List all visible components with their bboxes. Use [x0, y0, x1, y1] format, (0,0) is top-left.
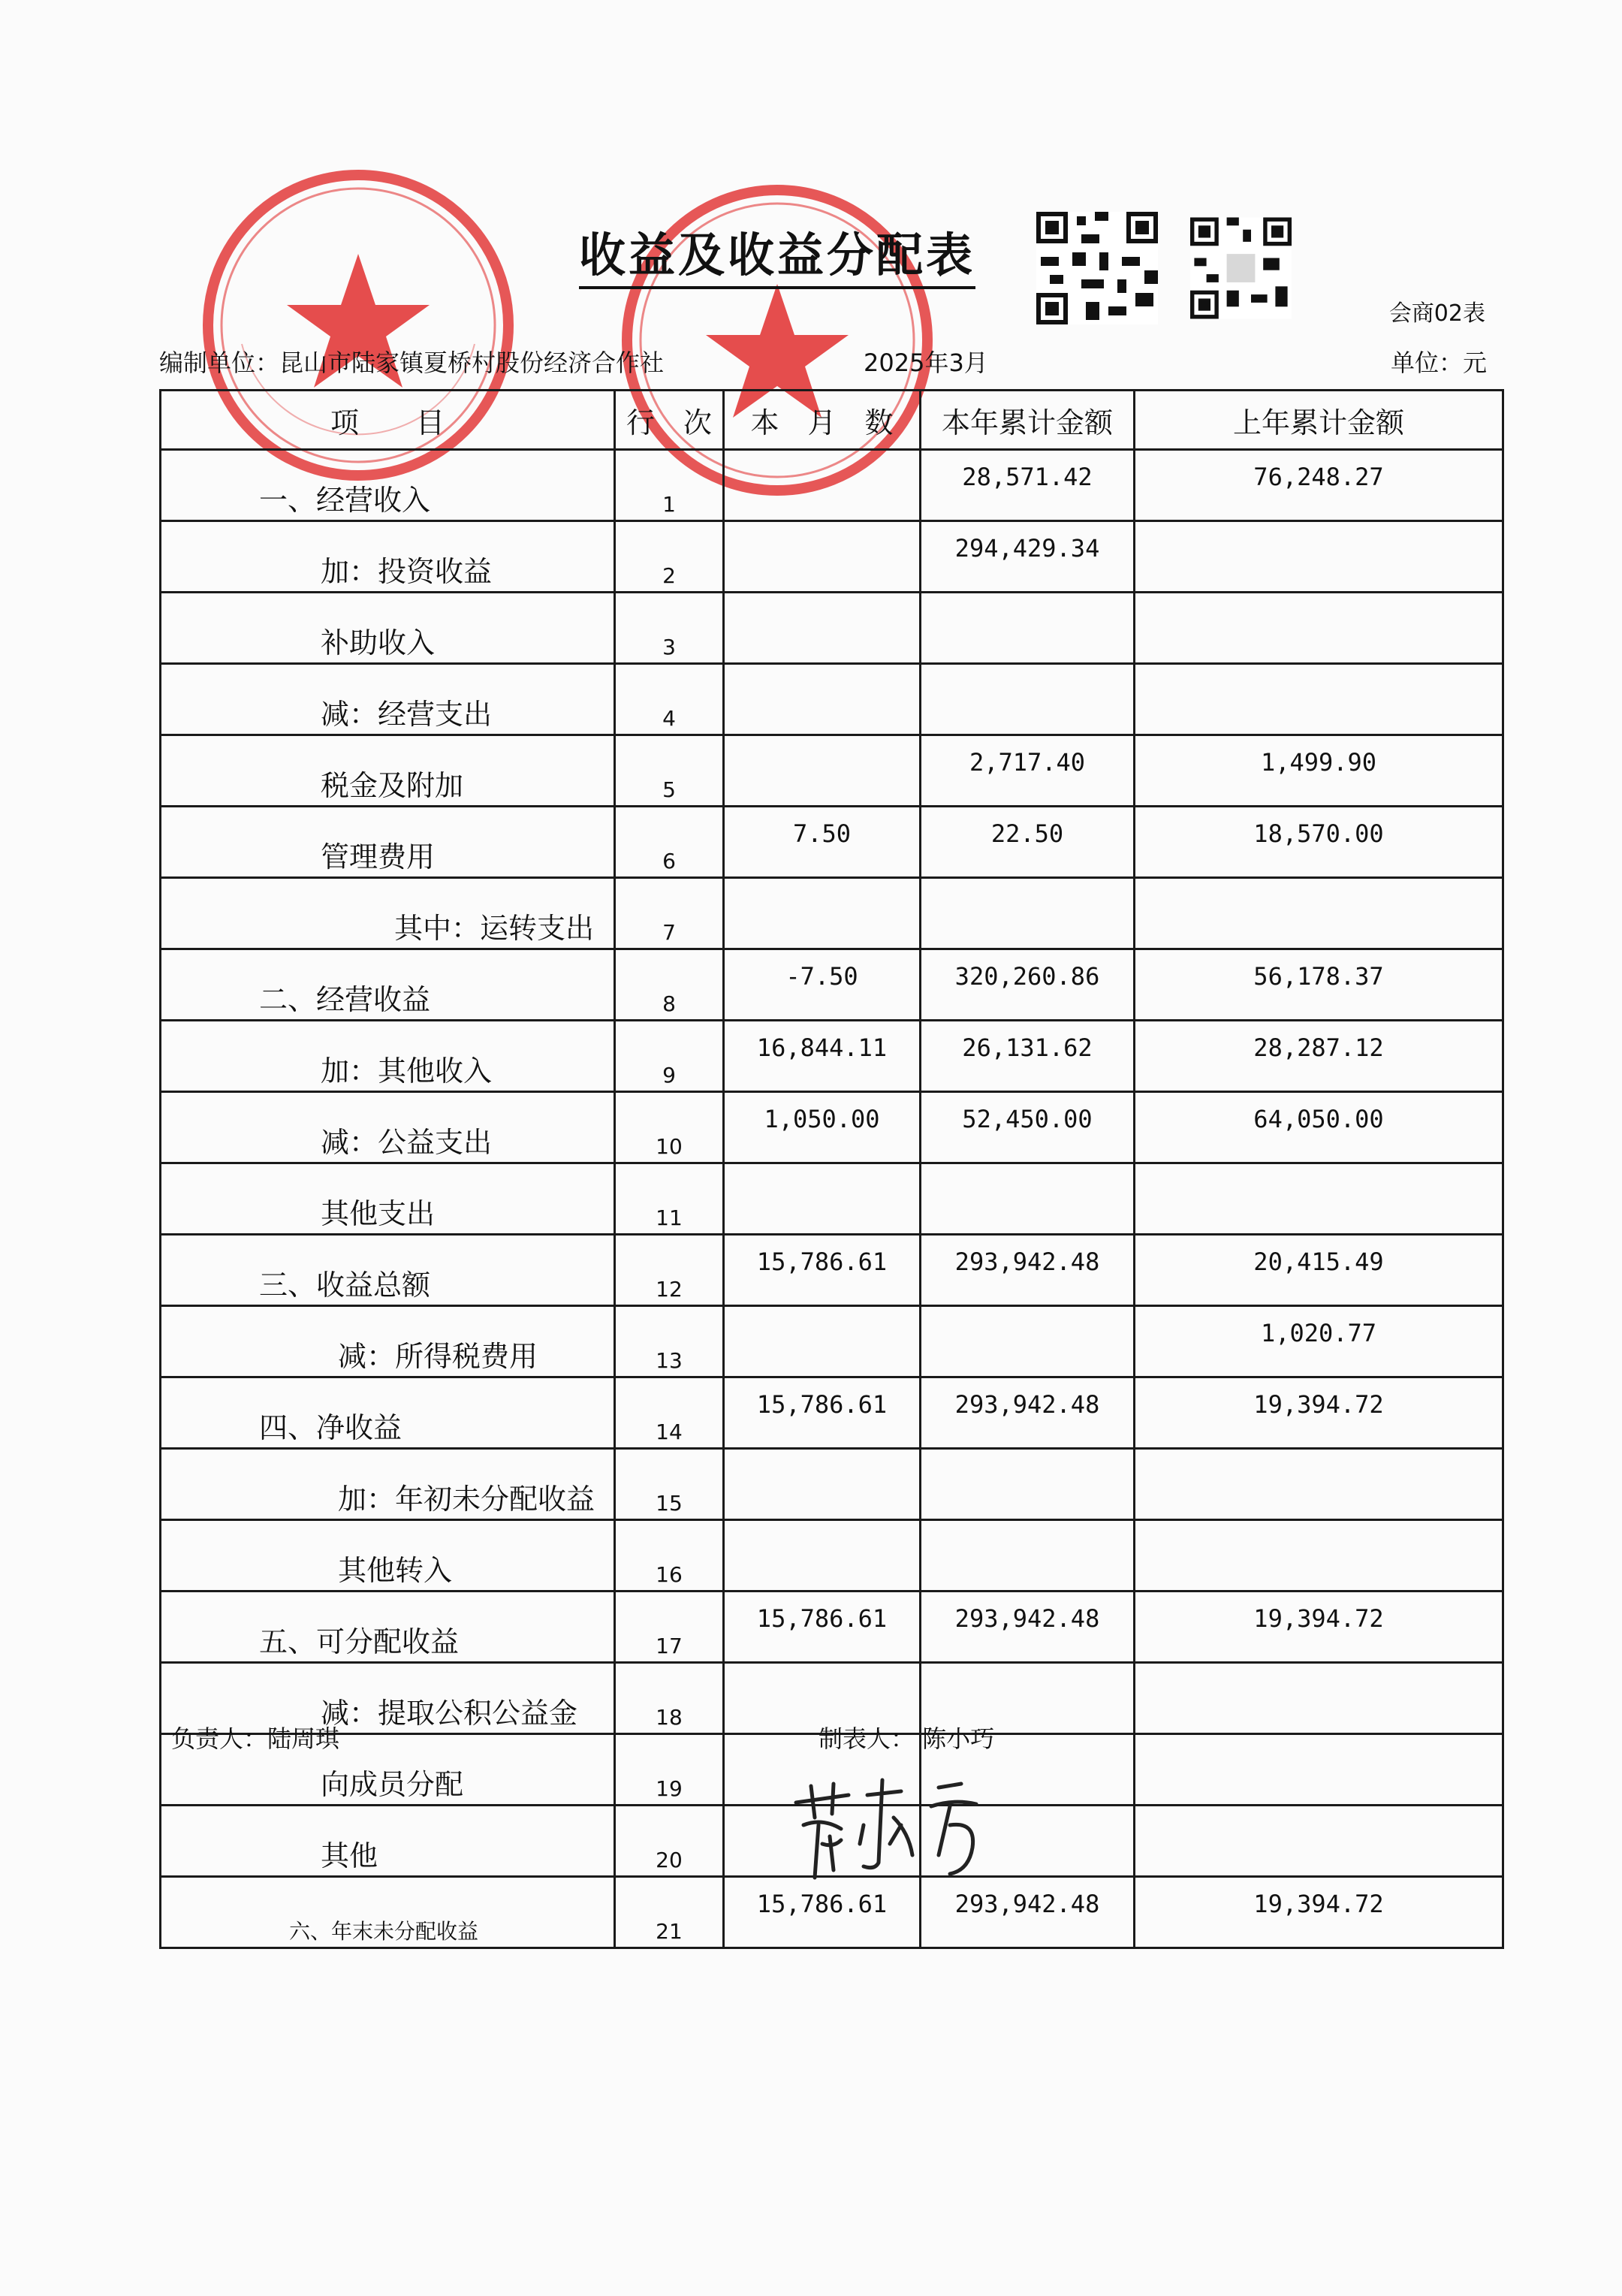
table-row: [161, 593, 1503, 664]
table-cell-prev: [1135, 1163, 1503, 1235]
currency-unit: 单位：元: [1390, 348, 1487, 377]
table-cell-item: 加：投资收益: [161, 521, 615, 593]
table-cell-ytd: [921, 878, 1135, 949]
table-cell-month: 15,786.61: [724, 1877, 921, 1948]
table-cell-month: 7.50: [724, 807, 921, 878]
table-cell-item: 减：提取公积公益金: [161, 1663, 615, 1734]
table-cell-line: 18: [615, 1663, 724, 1734]
table-row: [161, 1377, 1503, 1449]
table-cell-ytd: 26,131.62: [921, 1021, 1135, 1092]
table-cell-line: 10: [615, 1092, 724, 1163]
table-cell-line: 17: [615, 1592, 724, 1663]
qr-code-icon: [1190, 212, 1292, 324]
table-cell-prev: [1135, 1663, 1503, 1734]
table-row: [161, 878, 1503, 949]
table-cell-item: 一、经营收入: [161, 450, 615, 521]
table-cell-item: 向成员分配: [161, 1734, 615, 1806]
table-cell-ytd: 294,429.34: [921, 521, 1135, 593]
table-cell-prev: [1135, 1520, 1503, 1592]
table-cell-prev: 20,415.49: [1135, 1235, 1503, 1306]
table-cell-ytd: [921, 1520, 1135, 1592]
table-cell-prev: 1,499.90: [1135, 735, 1503, 807]
table-row: [161, 735, 1503, 807]
table-cell-prev: [1135, 1449, 1503, 1520]
table-cell-prev: 64,050.00: [1135, 1092, 1503, 1163]
header-prev: 上年累计金额: [1135, 391, 1503, 450]
table-row: [161, 1092, 1503, 1163]
table-cell-line: 8: [615, 949, 724, 1021]
table-cell-ytd: 320,260.86: [921, 949, 1135, 1021]
table-cell-item: 税金及附加: [161, 735, 615, 807]
table-cell-ytd: [921, 1449, 1135, 1520]
table-cell-line: 9: [615, 1021, 724, 1092]
table-cell-line: 19: [615, 1734, 724, 1806]
table-cell-item: 加：其他收入: [161, 1021, 615, 1092]
table-cell-line: 11: [615, 1163, 724, 1235]
table-cell-month: 16,844.11: [724, 1021, 921, 1092]
table-cell-ytd: [921, 664, 1135, 735]
table-cell-item: 其他转入: [161, 1520, 615, 1592]
table-row: [161, 664, 1503, 735]
table-cell-line: 14: [615, 1377, 724, 1449]
table-cell-month: 15,786.61: [724, 1377, 921, 1449]
table-cell-item: 加：年初未分配收益: [161, 1449, 615, 1520]
table-cell-ytd: 293,942.48: [921, 1377, 1135, 1449]
table-cell-prev: 19,394.72: [1135, 1877, 1503, 1948]
table-cell-month: 15,786.61: [724, 1592, 921, 1663]
table-cell-month: [724, 735, 921, 807]
header-line: 行 次: [615, 391, 724, 450]
table-cell-item: 其他支出: [161, 1163, 615, 1235]
responsible-person: 负责人：陆周琪: [171, 1724, 340, 1753]
table-cell-item: 三、收益总额: [161, 1235, 615, 1306]
table-cell-line: 20: [615, 1806, 724, 1877]
table-cell-item: 减：经营支出: [161, 664, 615, 735]
handwritten-signature: [788, 1773, 991, 1885]
table-cell-prev: 18,570.00: [1135, 807, 1503, 878]
table-cell-item: 补助收入: [161, 593, 615, 664]
table-cell-month: [724, 593, 921, 664]
table-cell-line: 1: [615, 450, 724, 521]
table-row: [161, 807, 1503, 878]
table-row: [161, 949, 1503, 1021]
table-row: [161, 1520, 1503, 1592]
table-row: [161, 1592, 1503, 1663]
table-cell-line: 3: [615, 593, 724, 664]
table-cell-prev: 1,020.77: [1135, 1306, 1503, 1377]
table-header-row: [161, 391, 1503, 450]
table-cell-month: [724, 450, 921, 521]
table-row: [161, 1877, 1503, 1948]
table-cell-item: 减：公益支出: [161, 1092, 615, 1163]
table-cell-line: 4: [615, 664, 724, 735]
table-cell-item: 管理费用: [161, 807, 615, 878]
table-cell-ytd: [921, 1306, 1135, 1377]
table-cell-month: [724, 878, 921, 949]
table-cell-item: 六、年末未分配收益: [161, 1877, 615, 1948]
table-cell-prev: 56,178.37: [1135, 949, 1503, 1021]
table-cell-item: 其他: [161, 1806, 615, 1877]
table-cell-item: 四、净收益: [161, 1377, 615, 1449]
report-period: 2025年3月: [864, 348, 988, 377]
table-cell-prev: [1135, 664, 1503, 735]
table-cell-prev: 28,287.12: [1135, 1021, 1503, 1092]
table-cell-prev: [1135, 1734, 1503, 1806]
table-cell-item: 减：所得税费用: [161, 1306, 615, 1377]
table-cell-prev: [1135, 593, 1503, 664]
table-cell-prev: 19,394.72: [1135, 1377, 1503, 1449]
table-cell-prev: [1135, 878, 1503, 949]
table-cell-ytd: 22.50: [921, 807, 1135, 878]
table-cell-ytd: 28,571.42: [921, 450, 1135, 521]
form-code: 会商02表: [1388, 300, 1485, 327]
table-cell-line: 7: [615, 878, 724, 949]
table-cell-ytd: [921, 593, 1135, 664]
table-cell-line: 13: [615, 1306, 724, 1377]
document-title: 收益及收益分配表: [0, 218, 1622, 289]
qr-code-icon: [1036, 212, 1158, 324]
table-cell-line: 12: [615, 1235, 724, 1306]
table-cell-ytd: 293,942.48: [921, 1592, 1135, 1663]
table-cell-line: 2: [615, 521, 724, 593]
table-row: [161, 1163, 1503, 1235]
table-cell-month: [724, 1449, 921, 1520]
table-cell-item: 二、经营收益: [161, 949, 615, 1021]
table-cell-item: 其中：运转支出: [161, 878, 615, 949]
table-cell-prev: 19,394.72: [1135, 1592, 1503, 1663]
table-cell-month: [724, 521, 921, 593]
table-cell-ytd: 2,717.40: [921, 735, 1135, 807]
table-row: [161, 521, 1503, 593]
table-cell-line: 5: [615, 735, 724, 807]
table-cell-month: 1,050.00: [724, 1092, 921, 1163]
header-month: 本 月 数: [724, 391, 921, 450]
table-cell-prev: 76,248.27: [1135, 450, 1503, 521]
preparer: 制表人： 陈小巧: [819, 1724, 995, 1753]
table-cell-ytd: 52,450.00: [921, 1092, 1135, 1163]
table-cell-line: 16: [615, 1520, 724, 1592]
table-cell-line: 21: [615, 1877, 724, 1948]
header-ytd: 本年累计金额: [921, 391, 1135, 450]
table-cell-line: 6: [615, 807, 724, 878]
table-row: [161, 450, 1503, 521]
compiling-unit: 编制单位：昆山市陆家镇夏桥村股份经济合作社: [159, 348, 665, 377]
header-item: 项 目: [161, 391, 615, 450]
table-cell-line: 15: [615, 1449, 724, 1520]
table-cell-ytd: 293,942.48: [921, 1877, 1135, 1948]
table-cell-month: [724, 1306, 921, 1377]
table-row: [161, 1021, 1503, 1092]
table-cell-item: 五、可分配收益: [161, 1592, 615, 1663]
table-cell-month: [724, 1520, 921, 1592]
table-row: [161, 1235, 1503, 1306]
table-cell-month: -7.50: [724, 949, 921, 1021]
table-row: [161, 1306, 1503, 1377]
income-distribution-table: [159, 389, 1504, 1949]
table-cell-month: [724, 1163, 921, 1235]
table-row: [161, 1449, 1503, 1520]
table-cell-prev: [1135, 1806, 1503, 1877]
table-cell-month: [724, 664, 921, 735]
table-cell-prev: [1135, 521, 1503, 593]
table-cell-month: 15,786.61: [724, 1235, 921, 1306]
table-cell-ytd: 293,942.48: [921, 1235, 1135, 1306]
table-cell-ytd: [921, 1163, 1135, 1235]
